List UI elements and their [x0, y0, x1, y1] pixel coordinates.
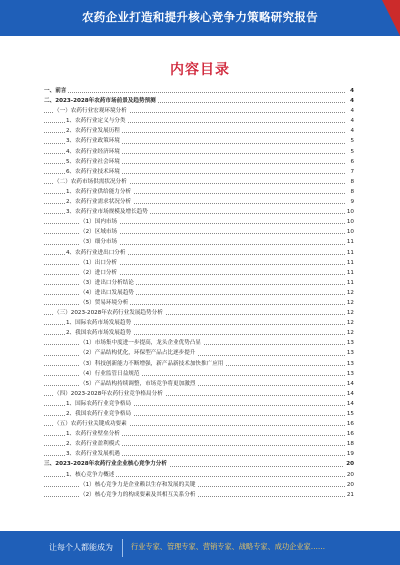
- toc-entry-label: （1）国内市场: [80, 219, 118, 226]
- toc-entry-page: 7: [348, 167, 354, 177]
- toc-entry[interactable]: [44, 348, 354, 358]
- toc-entry-label: （三）2023-2028年农药行业发展趋势分析: [54, 310, 163, 317]
- toc-entry[interactable]: [44, 248, 354, 258]
- toc-entry-label: 3、农药行业政策环境: [66, 138, 120, 145]
- toc-entry[interactable]: [44, 147, 354, 157]
- toc-entry-page: 11: [345, 248, 354, 258]
- toc-entry-page: 20: [345, 470, 354, 480]
- toc-entry-label: （5）贸易环境分析: [80, 299, 129, 306]
- toc-entry-page: 10: [345, 207, 354, 217]
- toc-entry-page: 4: [348, 106, 354, 116]
- toc-entry[interactable]: [44, 116, 354, 126]
- toc-entry-label: 1、农药行业定义与分类: [66, 118, 126, 125]
- toc-entry[interactable]: [44, 217, 354, 227]
- toc-entry[interactable]: [44, 459, 354, 469]
- toc-entry[interactable]: [44, 409, 354, 419]
- toc-entry[interactable]: [44, 126, 354, 136]
- toc-entry[interactable]: [44, 328, 354, 338]
- toc-entry-label: （1）出口分析: [80, 259, 118, 266]
- report-title: 农药企业打造和提升核心竞争力策略研究报告: [82, 10, 318, 24]
- toc-entry-label: 1、农药行业壁垒分析: [66, 431, 120, 438]
- toc-entry[interactable]: [44, 197, 354, 207]
- toc-entry-page: 13: [345, 359, 354, 369]
- toc-entry-page: 11: [345, 258, 354, 268]
- toc-entry-page: 12: [345, 308, 354, 318]
- toc-entry-label: 二、2023-2028年农药市场前景及趋势预测: [44, 98, 156, 105]
- toc-entry[interactable]: [44, 389, 354, 399]
- toc-entry-page: 14: [345, 389, 354, 399]
- toc-entry-label: （3）科技创新能力不断增强，新产品新技术加快推广应用: [80, 360, 224, 367]
- toc-entry[interactable]: [44, 449, 354, 459]
- toc-entry-label: 2、农药行业发展历程: [66, 128, 120, 135]
- toc-entry-label: 3、农药行业市场规模及增长趋势: [66, 209, 148, 216]
- toc-entry-page: 15: [345, 409, 354, 419]
- toc-entry[interactable]: [44, 288, 354, 298]
- toc-entry-page: 5: [348, 147, 354, 157]
- toc-entry-page: 10: [345, 227, 354, 237]
- toc-entry-label: （1）市场集中度进一步提高，龙头企业优势凸显: [80, 340, 202, 347]
- toc-entry-label: 2、农药行业盈利模式: [66, 441, 120, 448]
- toc-entry[interactable]: [44, 379, 354, 389]
- toc-entry-page: 19: [345, 449, 354, 459]
- toc-entry-page: 16: [345, 419, 354, 429]
- toc-entry-label: （一）农药行业宏观环境分析: [54, 108, 127, 115]
- toc-entry-label: 5、农药行业社会环境: [66, 158, 120, 165]
- toc-entry-page: 4: [348, 116, 354, 126]
- footer-divider: [122, 539, 123, 557]
- table-of-contents: [44, 86, 354, 536]
- toc-entry-label: 2、农药行业需求状况分析: [66, 199, 132, 206]
- toc-entry[interactable]: [44, 429, 354, 439]
- toc-entry[interactable]: [44, 157, 354, 167]
- toc-entry-page: 5: [348, 136, 354, 146]
- toc-entry-label: （4）进出口发展趋势: [80, 289, 134, 296]
- toc-entry-page: 8: [348, 177, 354, 187]
- toc-entry-label: （2）进口分析: [80, 269, 118, 276]
- toc-entry[interactable]: [44, 237, 354, 247]
- toc-entry[interactable]: [44, 318, 354, 328]
- toc-entry-page: 12: [345, 328, 354, 338]
- toc-entry-label: 3、农药行业发展机遇: [66, 451, 120, 458]
- toc-entry-label: （2）区域市场: [80, 229, 118, 236]
- toc-entry-page: 4: [348, 126, 354, 136]
- toc-entry-page: 8: [348, 187, 354, 197]
- toc-entry[interactable]: [44, 136, 354, 146]
- page-footer: [0, 531, 400, 565]
- toc-entry-page: 4: [348, 86, 354, 96]
- toc-entry-page: 16: [345, 429, 354, 439]
- toc-entry-page: 4: [348, 96, 354, 106]
- toc-entry[interactable]: [44, 177, 354, 187]
- toc-entry-page: 14: [345, 379, 354, 389]
- toc-entry-page: 21: [345, 490, 354, 500]
- toc-entry[interactable]: [44, 167, 354, 177]
- toc-entry-page: 13: [345, 338, 354, 348]
- toc-entry-label: （3）细分市场: [80, 239, 118, 246]
- toc-entry-label: 4、农药行业进出口分析: [66, 249, 126, 256]
- toc-entry-page: 10: [345, 217, 354, 227]
- toc-entry-page: 20: [344, 459, 354, 469]
- toc-entry[interactable]: [44, 399, 354, 409]
- toc-entry-label: （二）农药市场供需状况分析: [54, 178, 127, 185]
- toc-entry-page: 9: [348, 197, 354, 207]
- footer-roles: 行业专家、管理专家、营销专家、战略专家、成功企业家……: [131, 542, 326, 551]
- toc-entry[interactable]: [44, 96, 354, 106]
- toc-entry-label: （2）产品结构优化，环保型产品占比逐步提升: [80, 350, 196, 357]
- toc-entry-label: （1）核心竞争力是企业赖以生存和发展的关键: [80, 481, 196, 488]
- toc-entry-label: 4、农药行业经济环境: [66, 148, 120, 155]
- toc-entry[interactable]: [44, 480, 354, 490]
- page-header: [0, 0, 400, 36]
- toc-entry-label: 1、农药行业供给能力分析: [66, 188, 132, 195]
- toc-entry-page: 13: [345, 369, 354, 379]
- footer-slogan: 让每个人都能成为: [49, 543, 113, 552]
- toc-entry[interactable]: [44, 439, 354, 449]
- toc-entry-label: 三、2023-2028年农药行业企业核心竞争力分析: [44, 461, 167, 468]
- toc-entry-label: （5）产品结构持续调整，市场竞争将更加激烈: [80, 380, 196, 387]
- toc-entry-label: （2）核心竞争力的构成要素及其相互关系分析: [80, 491, 196, 498]
- toc-entry[interactable]: [44, 187, 354, 197]
- toc-entry-page: 13: [345, 348, 354, 358]
- toc-entry-label: （四）2023-2028年农药行业竞争格局分析: [54, 390, 163, 397]
- toc-entry-page: 12: [345, 298, 354, 308]
- toc-entry-label: 1、核心竞争力概述: [66, 471, 115, 478]
- toc-entry-page: 18: [345, 439, 354, 449]
- toc-heading: 内容目录: [170, 62, 230, 78]
- toc-entry[interactable]: [44, 86, 354, 96]
- toc-entry[interactable]: [44, 490, 354, 500]
- toc-entry[interactable]: [44, 258, 354, 268]
- toc-entry[interactable]: [44, 268, 354, 278]
- toc-entry-label: （3）进出口分析结论: [80, 279, 134, 286]
- toc-entry[interactable]: [44, 298, 354, 308]
- toc-entry-page: 20: [345, 480, 354, 490]
- toc-entry-label: （4）行业监管日益规范: [80, 370, 140, 377]
- toc-entry-page: 11: [345, 268, 354, 278]
- toc-entry[interactable]: [44, 359, 354, 369]
- toc-entry-page: 6: [348, 157, 354, 167]
- toc-entry[interactable]: [44, 470, 354, 480]
- toc-entry-label: 1、国际农药市场发展趋势: [66, 320, 132, 327]
- toc-entry[interactable]: [44, 278, 354, 288]
- toc-entry-label: 2、我国农药市场发展趋势: [66, 330, 132, 337]
- toc-entry[interactable]: [44, 369, 354, 379]
- toc-entry-label: 一、前言: [44, 88, 67, 94]
- toc-entry-page: 14: [345, 399, 354, 409]
- toc-entry-page: 11: [345, 237, 354, 247]
- toc-leader-dots: [44, 92, 345, 93]
- toc-entry-page: 11: [345, 278, 354, 288]
- toc-entry[interactable]: [44, 227, 354, 237]
- toc-entry-label: 1、国际农药行业竞争格局: [66, 400, 132, 407]
- toc-entry-label: 2、我国农药行业竞争格局: [66, 411, 132, 417]
- toc-entry[interactable]: [44, 338, 354, 348]
- toc-entry-label: 6、农药行业技术环境: [66, 168, 120, 175]
- toc-entry-label: （五）农药行业关键成功要素: [54, 421, 127, 428]
- toc-entry[interactable]: [44, 207, 354, 217]
- toc-entry-page: 12: [345, 288, 354, 298]
- toc-entry-page: 12: [345, 318, 354, 328]
- toc-entry[interactable]: [44, 106, 354, 116]
- toc-entry[interactable]: [44, 308, 354, 318]
- toc-entry[interactable]: [44, 419, 354, 429]
